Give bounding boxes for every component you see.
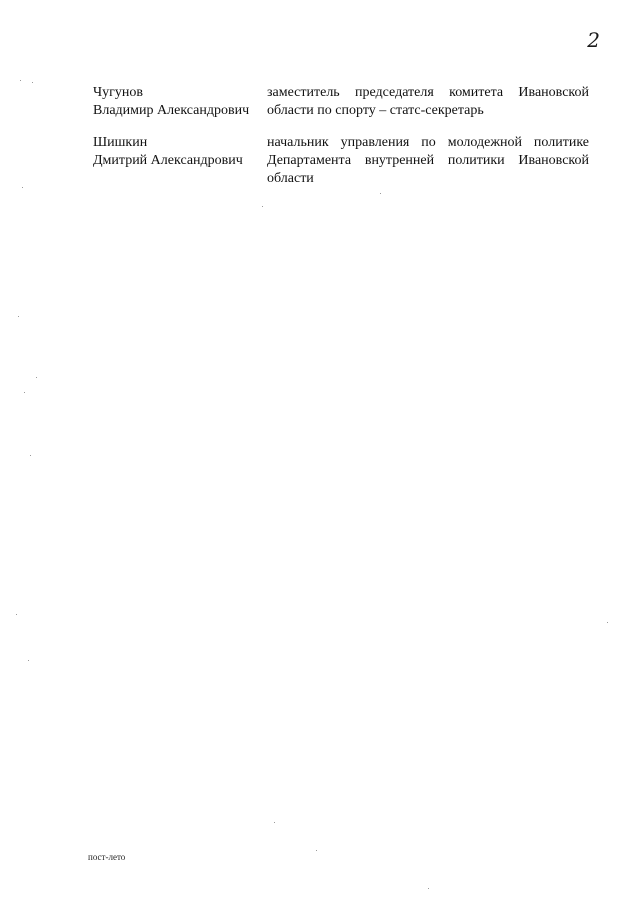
scan-speck [36, 377, 37, 378]
scan-speck [22, 187, 23, 188]
scan-speck [607, 622, 608, 623]
member-position: заместитель председателя комитета Ивановской области по спорту – статс-секретарь [267, 85, 589, 118]
scan-speck [24, 392, 25, 393]
scan-speck [30, 455, 31, 456]
scan-speck [262, 206, 263, 207]
member-name [93, 134, 267, 188]
member-entry [93, 134, 589, 188]
member-given-names: Дмитрий Александрович [93, 153, 243, 168]
scan-speck [274, 822, 275, 823]
member-surname: Чугунов [93, 85, 143, 100]
scan-speck [380, 193, 381, 194]
scan-speck [20, 80, 21, 81]
scan-speck [428, 888, 429, 889]
member-entry [93, 84, 589, 120]
scan-speck [16, 614, 17, 615]
scan-speck [28, 660, 29, 661]
member-surname: Шишкин [93, 135, 148, 150]
scan-speck [316, 850, 317, 851]
scan-speck [18, 316, 19, 317]
member-position: начальник управления по молодежной политике Департамента внутренней политики Ивановской области [267, 135, 589, 186]
member-name [93, 84, 267, 120]
member-given-names: Владимир Александрович [93, 103, 250, 118]
scan-speck [32, 82, 33, 83]
footer-code: пост-лето [88, 852, 126, 862]
page-number: 2 [587, 28, 600, 52]
